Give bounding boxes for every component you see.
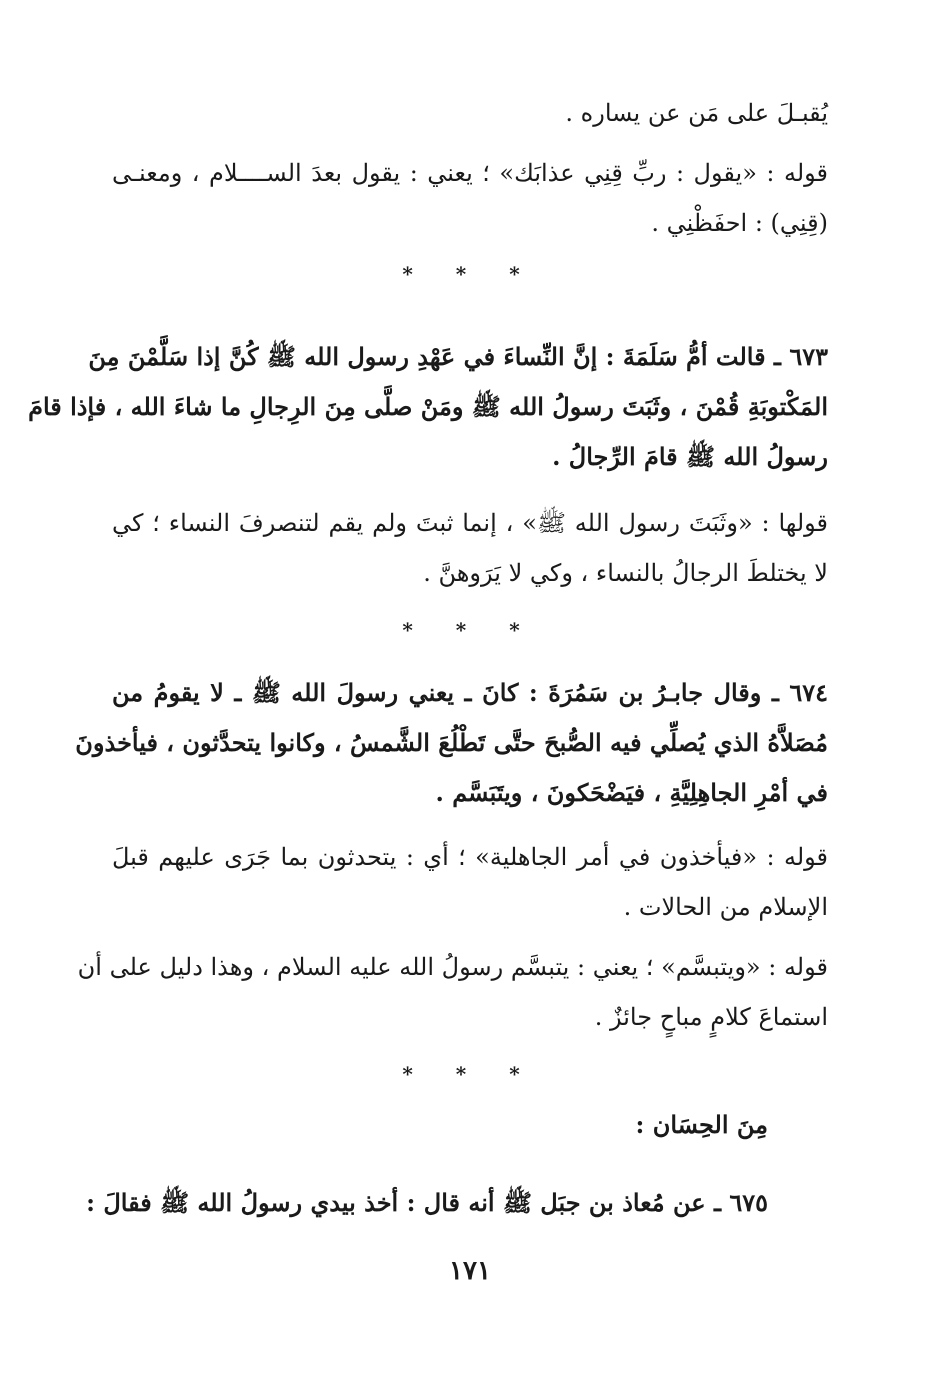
text-line: في أمْرِ الجاهِلِيَّةِ ، فيَضْحَكونَ ، ويتَبَسَّم . — [435, 778, 828, 807]
section-heading — [112, 1100, 768, 1150]
hadith-675 — [86, 1178, 828, 1228]
text-line: قوله : «ويتبسَّم» ؛ يعني : يتبسَّم رسولُ الله عليه السلام ، وهذا دليل على أن — [77, 953, 828, 981]
commentary-paragraph — [112, 832, 828, 932]
hadith-673 — [28, 332, 828, 482]
text-line: الإسلام من الحالات . — [623, 893, 828, 921]
text-line: ٦٧٣ ـ قالت أمُّ سَلَمَةَ : إنَّ النِّساءَ في عَهْدِ رسول الله ﷺ كُنَّ إذا سَلَّمْنَ مِنَ — [88, 342, 828, 371]
commentary-paragraph — [77, 942, 828, 1042]
text-line: رسولُ الله ﷺ قامَ الرِّجالُ . — [552, 442, 828, 471]
text-line: المَكْتوبَةِ قُمْنَ ، وثَبَتَ رسولُ الله ﷺ ومَنْ صلَّى مِنَ الرِجالِ ما شاءَ الله ، فإذا قامَ — [28, 392, 828, 421]
text-line: قوله : «فيأخذون في أمر الجاهلية» ؛ أي : يتحدثون بما جَرَى عليهم قبلَ — [112, 843, 829, 871]
text-line: ٦٧٤ ـ وقال جابـرُ بن سَمُرَةَ : كانَ ـ يعني رسولَ الله ﷺ ـ لا يقومُ من — [112, 678, 828, 707]
text-line: قوله : «يقول : ربِّ قِنِي عذابَك» ؛ يعني : يقول بعدَ الســــلام ، ومعنـى — [112, 159, 828, 187]
text-line: يُقبـلَ على مَن عن يساره . — [565, 99, 828, 127]
text-line: ٦٧٥ ـ عن مُعاذ بن جبَل ﷺ أنه قال : أخذ بيدي رسولُ الله ﷺ فقالَ : — [86, 1188, 768, 1217]
section-separator: * * * — [402, 262, 538, 286]
text-line: مُصَلاَّهُ الذي يُصلِّي فيه الصُّبحَ حتَّى تَطْلُعَ الشَّمسُ ، وكانوا يتحدَّثون ، فيأخذونَ — [75, 728, 828, 757]
section-separator: * * * — [402, 1062, 538, 1086]
hadith-674 — [75, 668, 828, 818]
commentary-paragraph — [112, 148, 828, 248]
section-separator: * * * — [402, 618, 538, 642]
text-line: استماعَ كلامٍ مباحٍ جائزٌ . — [594, 1003, 828, 1031]
paragraph-continuation — [112, 88, 828, 138]
book-page — [28, 0, 829, 1378]
text-line: (قِنِي) : احفَظْنِي . — [651, 209, 828, 237]
page-number: ١٧١ — [449, 1256, 491, 1286]
commentary-paragraph — [112, 498, 828, 598]
section-heading-text: مِنَ الحِسَان : — [635, 1110, 768, 1139]
text-line: لا يختلطَ الرجالُ بالنساء ، وكي لا يَرَوهنَّ . — [423, 559, 828, 587]
text-line: قولها : «وثَبَتَ رسول الله ﷺ» ، إنما ثبتَ ولم يقم لتنصرفَ النساء ؛ كي — [112, 509, 829, 537]
